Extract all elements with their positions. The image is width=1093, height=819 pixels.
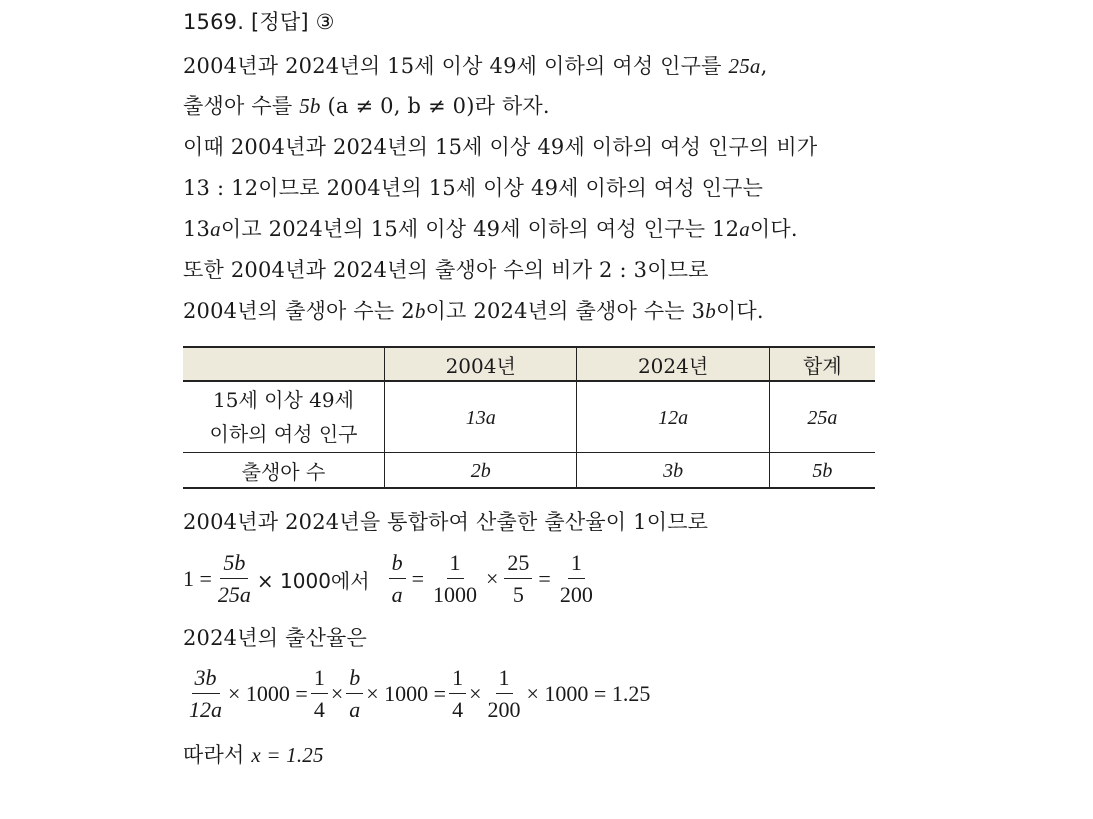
text-line: 2004년과 2024년의 15세 이상 49세 이하의 여성 인구를 25a, — [183, 54, 768, 78]
final-answer: x = 1.25 — [251, 743, 324, 767]
fraction: $\frac{b}{a}$ — [389, 550, 406, 608]
math-var: 5b — [299, 94, 321, 118]
answer-label: [정답] — [251, 10, 309, 34]
table-cell: 12a — [577, 381, 769, 453]
text-line: 13 : 12이므로 2004년의 15세 이상 49세 이하의 여성 인구는 — [183, 176, 764, 200]
table-header-cell — [183, 347, 385, 381]
table-row-label: 출생아 수 — [183, 453, 385, 489]
conclusion-line: 따라서 x = 1.25 — [183, 743, 324, 767]
math-var: 25a — [728, 54, 761, 78]
fraction: $\frac{1}{4}$ — [449, 665, 466, 723]
solution-header — [183, 8, 335, 36]
fraction: $\frac{1}{200}$ — [487, 665, 521, 722]
text-line: 13a이고 2024년의 15세 이상 49세 이하의 여성 인구는 12a이다. — [183, 217, 798, 241]
equation-1: 1 = $\frac{5b}{25a}$ × 1000에서 $\frac{b}{a}$ = $\frac{1}{1000}$ × $\frac{25}{5}$ = $\frac{1}{200}$ — [183, 550, 599, 608]
table-cell: 3b — [577, 453, 769, 489]
table-header-row — [183, 347, 875, 381]
fraction: $\frac{1}{4}$ — [311, 665, 328, 723]
table-cell: 5b — [769, 453, 875, 489]
table-header-cell: 합계 — [769, 347, 875, 381]
text-line: 2024년의 출산율은 — [183, 626, 368, 650]
table-row — [183, 381, 875, 453]
table-row-label: 15세 이상 49세 이하의 여성 인구 — [183, 381, 385, 453]
answer-value: ③ — [315, 10, 335, 34]
table-header-cell: 2024년 — [577, 347, 769, 381]
data-table — [183, 346, 875, 489]
fraction: $\frac{b}{a}$ — [346, 665, 363, 723]
fraction: $\frac{1}{1000}$ — [433, 550, 477, 607]
fraction: $\frac{1}{200}$ — [559, 550, 593, 607]
table-cell: 25a — [769, 381, 875, 453]
fraction: $\frac{5b}{25a}$ — [217, 550, 251, 607]
table-cell: 2b — [385, 453, 577, 489]
problem-number: 1569. — [183, 10, 245, 34]
equation-2: $\frac{3b}{12a}$ × 1000 = $\frac{1}{4}$ × $\frac{b}{a}$ × 1000 = $\frac{1}{4}$ × $\frac{1}{200}$ × 1000 = 1.25 — [183, 665, 650, 723]
fraction: $\frac{3b}{12a}$ — [189, 665, 222, 722]
table-cell: 13a — [385, 381, 577, 453]
fraction: $\frac{25}{5}$ — [504, 550, 532, 608]
table-row — [183, 453, 875, 489]
text-line: 2004년의 출생아 수는 2b이고 2024년의 출생아 수는 3b이다. — [183, 299, 764, 323]
text-line: 이때 2004년과 2024년의 15세 이상 49세 이하의 여성 인구의 비가 — [183, 135, 818, 159]
text-line: 또한 2004년과 2024년의 출생아 수의 비가 2 : 3이므로 — [183, 258, 709, 282]
text-line: 출생아 수를 5b (a ≠ 0, b ≠ 0)라 하자. — [183, 94, 550, 118]
table-header-cell: 2004년 — [385, 347, 577, 381]
text-line: 2004년과 2024년을 통합하여 산출한 출산율이 1이므로 — [183, 510, 709, 534]
